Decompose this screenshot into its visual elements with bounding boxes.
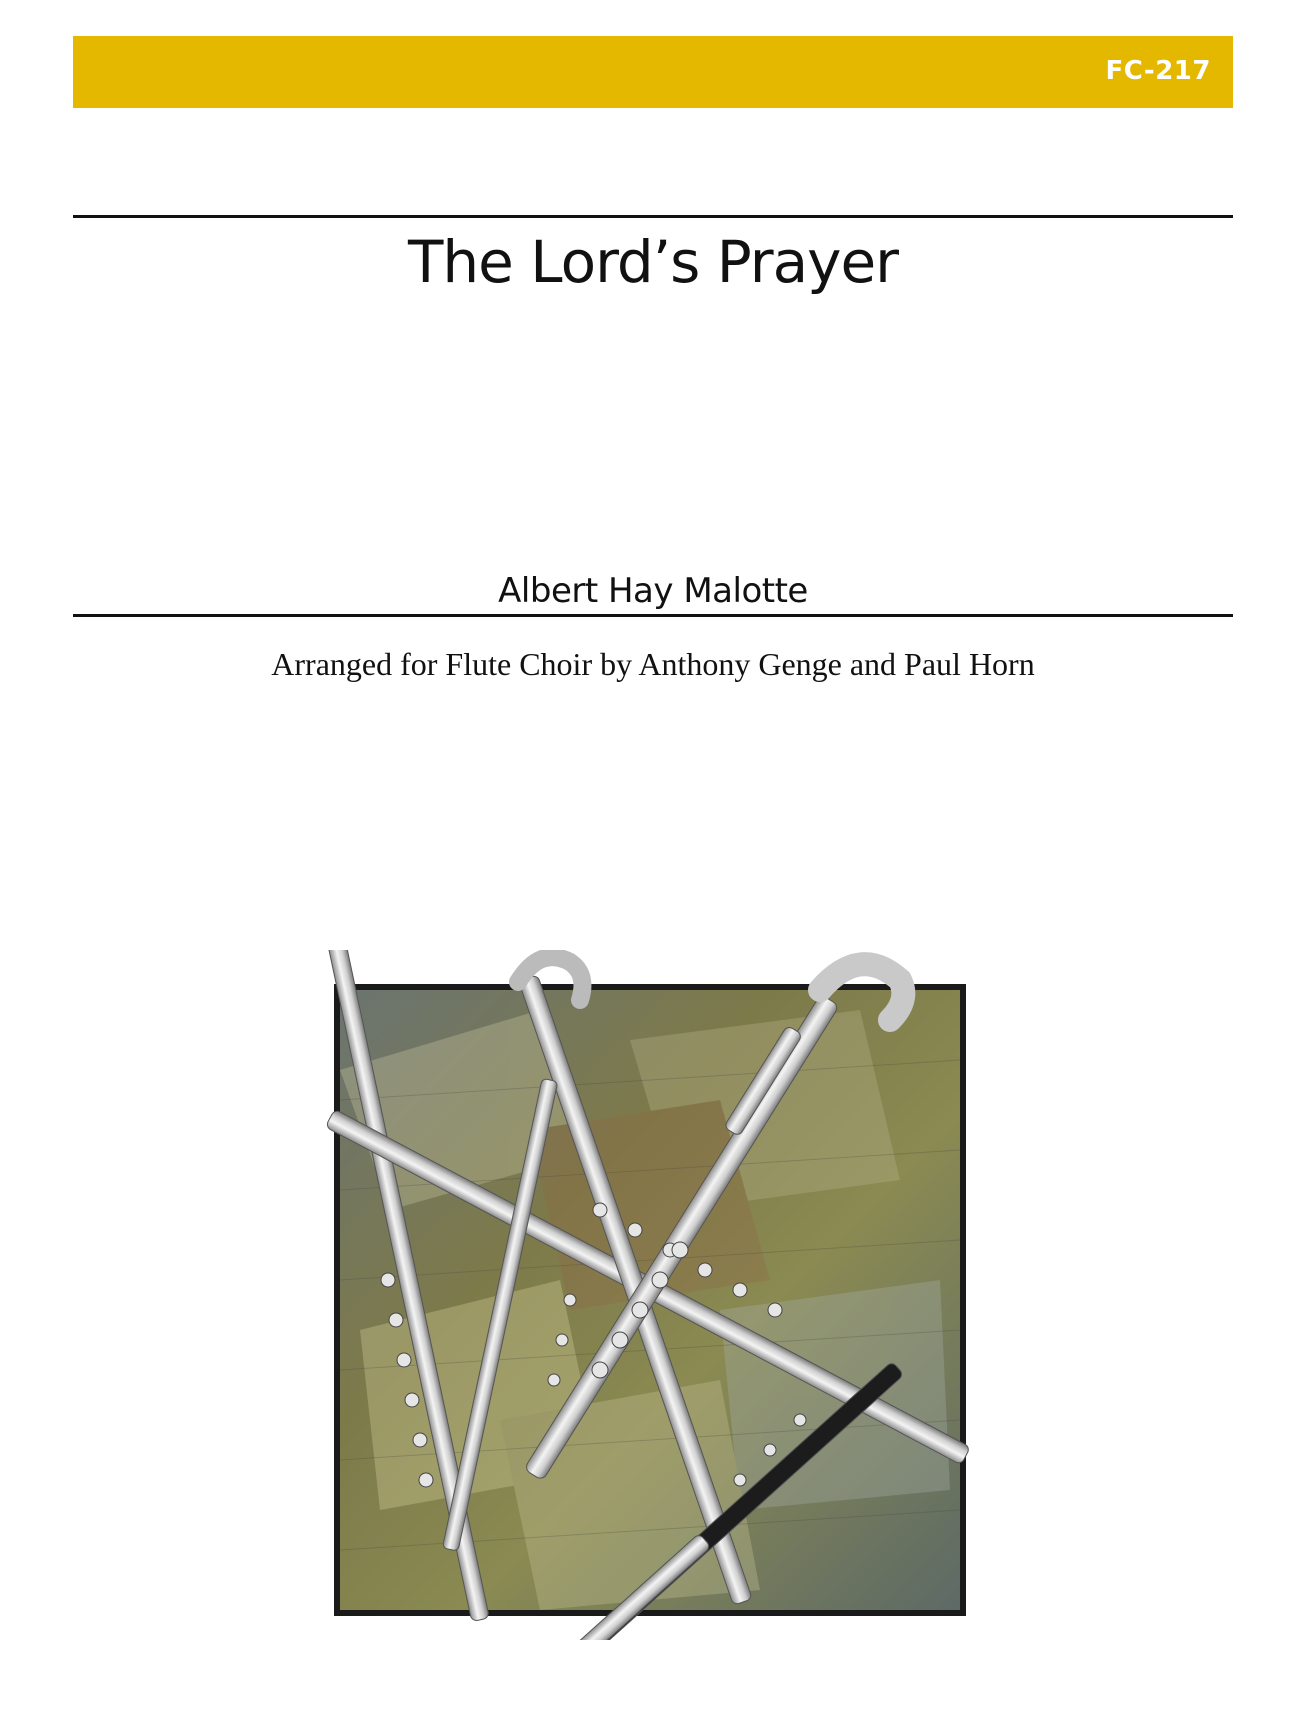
arranger-credit: Arranged for Flute Choir by Anthony Genge and Paul Horn (271, 646, 1035, 682)
title-top-rule (73, 215, 1233, 218)
catalog-number: FC-217 (1105, 56, 1211, 86)
flutes-collage-icon (300, 950, 1000, 1640)
header-banner (73, 36, 1233, 108)
composer-name: Albert Hay Malotte (498, 571, 808, 611)
composer-rule (73, 614, 1233, 617)
page-title: The Lord’s Prayer (407, 228, 899, 296)
